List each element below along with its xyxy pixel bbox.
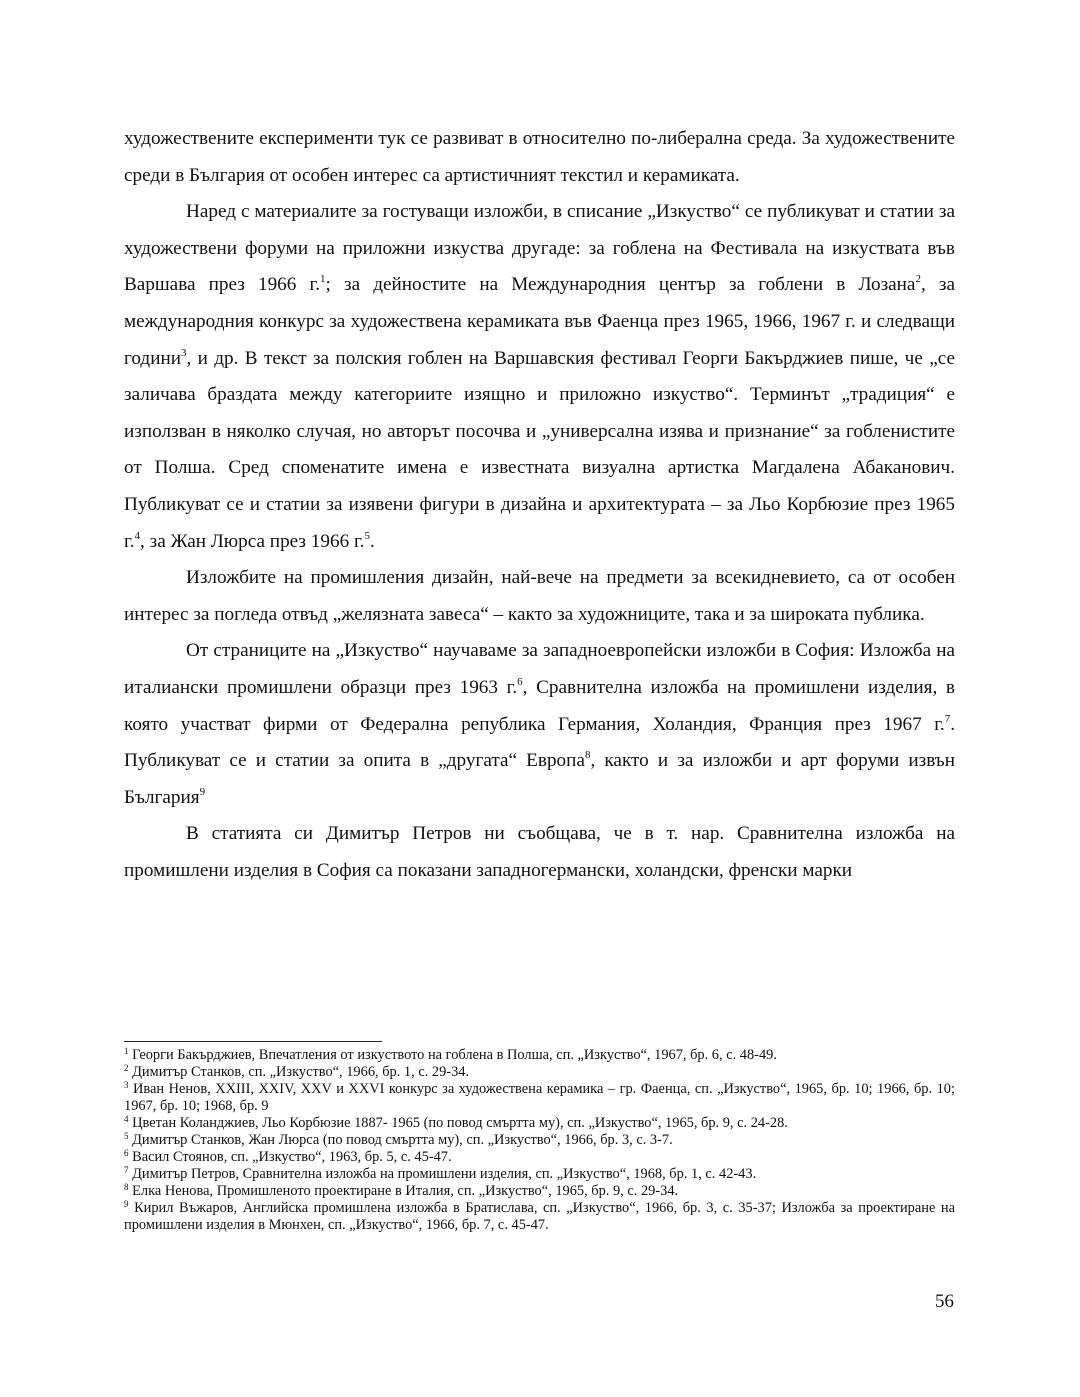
footnote-number: 7 <box>124 1165 129 1175</box>
footnote-text: Димитър Станков, сп. „Изкуство“, 1966, бр. 1, с. 29-34. <box>128 1064 470 1080</box>
footnote-reference: 9 <box>199 785 206 798</box>
footnote-7 <box>124 1166 955 1183</box>
paragraph-4: От страниците на „Изкуство“ научаваме за западноевропейски изложби в София: Изложба на италиански промишлени образци през 1963 г.$^6$, Сравнителна изложба на промишлени изделия, в която участват фирми от Федерална република Германия, Холандия, Франция през 1967 г.$^7$. Публикуват се и статии за опита в „другата“ Европа$^8$, както и за изложби и арт форуми извън България$^9$ <box>124 640 955 808</box>
footnote-text: Георги Бакърджиев, Впечатления от изкуството на гоблена в Полша, сп. „Изкуство“, 1967, бр. 6, с. 48-49. <box>128 1047 777 1063</box>
footnote-reference: 5 <box>364 529 370 542</box>
footnote-separator <box>124 1041 382 1042</box>
footnote-9 <box>124 1200 955 1234</box>
footnote-2 <box>124 1064 955 1081</box>
footnote-number: 8 <box>124 1182 129 1192</box>
body-text <box>124 121 955 889</box>
footnote-number: 3 <box>124 1080 129 1090</box>
footnotes <box>124 1047 955 1234</box>
footnote-number: 5 <box>124 1131 129 1141</box>
paragraph-5: В статията си Димитър Петров ни съобщава, че в т. нар. Сравнителна изложба на промишлени изделия в София са показани западногермански, холандски, френски марки <box>124 823 955 881</box>
footnote-number: 6 <box>124 1148 129 1158</box>
footnote-text: Иван Ненов, XXIII, XXIV, XXV и XXVI конкурс за художествена керамика – гр. Фаенца, сп. „Изкуство“, 1965, бр. 10; 1966, бр. 10; 1967, бр. 10; 1968, бр. 9 <box>124 1081 955 1114</box>
footnote-text: Елка Ненова, Промишленото проектиране в Италия, сп. „Изкуство“, 1965, бр. 9, с. 29-34. <box>128 1183 679 1199</box>
footnote-text: Димитър Петров, Сравнителна изложба на промишлени изделия, сп. „Изкуство“, 1968, бр. 1, с. 42-43. <box>128 1166 757 1182</box>
footnote-reference: 4 <box>134 529 141 542</box>
page-number: 56 <box>935 1291 954 1312</box>
footnote-3 <box>124 1081 955 1115</box>
paragraph-1: художествените експерименти тук се развиват в относително по-либерална среда. За художествените среди в България от особен интерес са артистичният текстил и керамиката. <box>124 128 955 186</box>
footnote-number: 4 <box>124 1114 129 1124</box>
footnote-6 <box>124 1149 955 1166</box>
footnote-reference: 8 <box>584 749 591 762</box>
footnote-text: Кирил Въжаров, Английска промишлена изложба в Братислава, сп. „Изкуство“, 1966, бр. 3, с. 35-37; Изложба за проектиране на промишлени изделия в Мюнхен, сп. „Изкуство“, 1966, бр. 7, с. 45-47. <box>124 1200 955 1233</box>
footnote-text: Васил Стоянов, сп. „Изкуство“, 1963, бр. 5, с. 45-47. <box>128 1149 452 1165</box>
footnote-reference: 6 <box>517 675 523 688</box>
footnote-reference: 3 <box>181 346 187 359</box>
footnote-reference: 2 <box>915 273 921 286</box>
footnote-number: 9 <box>124 1199 129 1209</box>
footnote-text: Димитър Станков, Жан Люрса (по повод смъртта му), сп. „Изкуство“, 1966, бр. 3, с. 3-7. <box>128 1132 673 1148</box>
footnote-reference: 1 <box>320 273 326 286</box>
footnote-reference: 7 <box>944 712 951 725</box>
footnote-4 <box>124 1115 955 1132</box>
paragraph-2: Наред с материалите за гостуващи изложби, в списание „Изкуство“ се публикуват и статии за художествени форуми на приложни изкуства другаде: за гоблена на Фестивала на изкуствата във Варшава през 1966 г.$^1$; за дейностите на Международния център за гоблени в Лозана$^2$, за международния конкурс за художествена керамиката във Фаенца през 1965, 1966, 1967 г. и следващи години$^3$, и др. В текст за полския гоблен на Варшавския фестивал Георги Бакърджиев пише, че „се заличава браздата между категориите изящно и приложно изкуство“. Терминът „традиция“ е използван в няколко случая, но авторът посочва и „универсална изява и признание“ за гобленистите от Полша. Сред споменатите имена е известната визуална артистка Магдалена Абаканович. Публикуват се и статии за изявени фигури в дизайна и архитектурата – за Льо Корбюзие през 1965 г.$^4$, за Жан Люрса през 1966 г.$^5$. <box>124 201 955 552</box>
footnote-number: 2 <box>124 1063 129 1073</box>
footnote-1 <box>124 1047 955 1064</box>
footnote-8 <box>124 1183 955 1200</box>
footnote-5 <box>124 1132 955 1149</box>
footnote-text: Цветан Коланджиев, Льо Корбюзие 1887- 1965 (по повод смъртта му), сп. „Изкуство“, 1965, бр. 9, с. 24-28. <box>128 1115 788 1131</box>
footnote-number: 1 <box>124 1046 129 1056</box>
paragraph-3: Изложбите на промишления дизайн, най-вече на предмети за всекидневието, са от особен интерес за погледа отвъд „желязната завеса“ – както за художниците, така и за широката публика. <box>124 567 955 625</box>
